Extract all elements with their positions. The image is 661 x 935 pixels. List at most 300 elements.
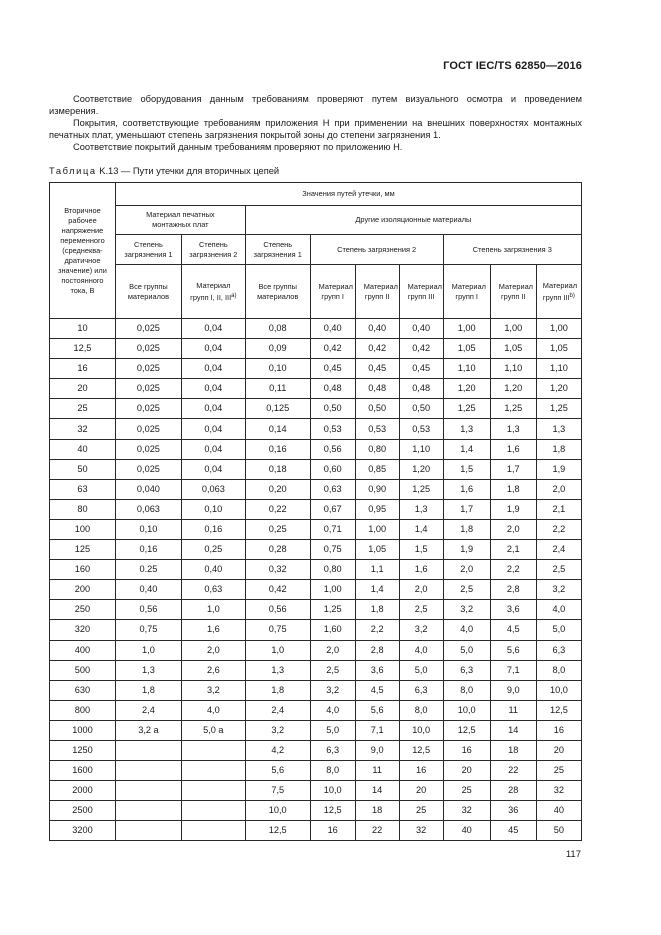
- creepage-value-cell: 0,53: [355, 419, 399, 439]
- creepage-value-cell: 2,2: [536, 519, 581, 539]
- creepage-value-cell: 0,09: [245, 339, 310, 359]
- creepage-value-cell: 0,50: [310, 399, 355, 419]
- table-row: [50, 821, 582, 841]
- creepage-value-cell: 14: [355, 781, 399, 801]
- creepage-value-cell: 20: [536, 740, 581, 760]
- creepage-value-cell: 16: [399, 761, 443, 781]
- table-row: [50, 680, 582, 700]
- header-group-1-pd2: Материал групп I: [310, 265, 355, 319]
- creepage-value-cell: 12,5: [310, 801, 355, 821]
- creepage-value-cell: 0,063: [115, 499, 181, 519]
- creepage-value-cell: 1,8: [443, 519, 490, 539]
- creepage-value-cell: [115, 740, 181, 760]
- voltage-cell: 3200: [50, 821, 116, 841]
- creepage-value-cell: 0,025: [115, 379, 181, 399]
- table-caption-text: K.13 — Пути утечки для вторичных цепей: [99, 166, 280, 176]
- creepage-value-cell: 0,04: [181, 419, 245, 439]
- creepage-value-cell: 3,2: [443, 600, 490, 620]
- header-creepage: Значения путей утечки, мм: [115, 183, 581, 206]
- creepage-value-cell: 22: [490, 761, 536, 781]
- creepage-table: [49, 182, 582, 841]
- voltage-cell: 630: [50, 680, 116, 700]
- creepage-value-cell: 9,0: [490, 680, 536, 700]
- creepage-value-cell: 1,0: [181, 600, 245, 620]
- header-groups-123: Материал групп I, II, $III^{а)}$: [181, 265, 245, 319]
- intro-paragraph-1: Соответствие оборудования данным требованиям проверяют путем визуального осмотра и проведением измерения.: [49, 94, 582, 117]
- creepage-value-cell: [181, 761, 245, 781]
- creepage-value-cell: 25: [536, 761, 581, 781]
- header-pd1-pcb: Степень загрязнения 1: [115, 235, 181, 265]
- header-group-3-pd3: Материал групп III$^{b)}$: [536, 265, 581, 319]
- creepage-value-cell: 0,75: [310, 540, 355, 560]
- creepage-value-cell: 0,025: [115, 319, 181, 339]
- voltage-cell: 125: [50, 540, 116, 560]
- creepage-value-cell: [181, 801, 245, 821]
- creepage-value-cell: 0,28: [245, 540, 310, 560]
- creepage-value-cell: 2,6: [181, 660, 245, 680]
- creepage-value-cell: 0,48: [355, 379, 399, 399]
- voltage-cell: 40: [50, 439, 116, 459]
- creepage-value-cell: 0,22: [245, 499, 310, 519]
- page-number: 117: [565, 849, 581, 860]
- creepage-value-cell: 3,2: [310, 680, 355, 700]
- table-row: [50, 660, 582, 680]
- creepage-value-cell: 0,25: [181, 540, 245, 560]
- creepage-value-cell: 1,3: [399, 499, 443, 519]
- creepage-value-cell: 0,67: [310, 499, 355, 519]
- creepage-value-cell: 5,6: [245, 761, 310, 781]
- creepage-value-cell: 0,16: [245, 439, 310, 459]
- creepage-value-cell: 8,0: [310, 761, 355, 781]
- creepage-value-cell: [115, 821, 181, 841]
- creepage-value-cell: 1,25: [399, 479, 443, 499]
- creepage-value-cell: 6,3: [310, 740, 355, 760]
- creepage-value-cell: 1,3: [490, 419, 536, 439]
- creepage-value-cell: 1,3: [115, 660, 181, 680]
- creepage-value-cell: 1,20: [443, 379, 490, 399]
- creepage-value-cell: 1,4: [443, 439, 490, 459]
- voltage-cell: 16: [50, 359, 116, 379]
- creepage-value-cell: 16: [310, 821, 355, 841]
- creepage-value-cell: 0,50: [399, 399, 443, 419]
- creepage-value-cell: 16: [443, 740, 490, 760]
- creepage-value-cell: 0,42: [399, 339, 443, 359]
- creepage-value-cell: 6,3: [443, 660, 490, 680]
- table-row: [50, 419, 582, 439]
- table-row: [50, 740, 582, 760]
- header-other-materials: Другие изоляционные материалы: [245, 206, 581, 235]
- creepage-value-cell: 40: [536, 801, 581, 821]
- creepage-value-cell: 0,48: [399, 379, 443, 399]
- table-row: [50, 580, 582, 600]
- creepage-value-cell: [181, 781, 245, 801]
- creepage-value-cell: 0,04: [181, 339, 245, 359]
- creepage-value-cell: 6,3: [399, 680, 443, 700]
- creepage-value-cell: 3,2: [245, 720, 310, 740]
- voltage-cell: 63: [50, 479, 116, 499]
- creepage-value-cell: [181, 821, 245, 841]
- creepage-value-cell: 2,0: [490, 519, 536, 539]
- creepage-value-cell: 1,7: [443, 499, 490, 519]
- creepage-value-cell: 4,0: [310, 700, 355, 720]
- voltage-cell: 80: [50, 499, 116, 519]
- creepage-value-cell: 9,0: [355, 740, 399, 760]
- table-row: [50, 399, 582, 419]
- creepage-value-cell: 1,10: [490, 359, 536, 379]
- creepage-value-cell: 2,4: [536, 540, 581, 560]
- creepage-value-cell: 10,0: [536, 680, 581, 700]
- creepage-value-cell: 0,25: [245, 519, 310, 539]
- voltage-cell: 320: [50, 620, 116, 640]
- intro-paragraph-3: Соответствие покрытий данным требованиям проверяют по приложению H.: [73, 142, 403, 152]
- footnote-a-marker: а): [231, 292, 237, 299]
- creepage-value-cell: 20: [443, 761, 490, 781]
- creepage-value-cell: 1,3: [536, 419, 581, 439]
- creepage-value-cell: 32: [399, 821, 443, 841]
- voltage-cell: 2000: [50, 781, 116, 801]
- creepage-value-cell: 1,8: [490, 479, 536, 499]
- table-row: [50, 499, 582, 519]
- creepage-value-cell: 0,63: [310, 479, 355, 499]
- creepage-value-cell: 0,08: [245, 319, 310, 339]
- creepage-value-cell: 0,10: [181, 499, 245, 519]
- voltage-cell: 25: [50, 399, 116, 419]
- creepage-value-cell: 1,0: [245, 640, 310, 660]
- creepage-value-cell: 0,75: [115, 620, 181, 640]
- creepage-value-cell: 11: [490, 700, 536, 720]
- creepage-value-cell: 1,05: [536, 339, 581, 359]
- creepage-value-cell: 8,0: [399, 700, 443, 720]
- creepage-value-cell: 0,95: [355, 499, 399, 519]
- creepage-value-cell: 1,0: [115, 640, 181, 660]
- table-row: [50, 781, 582, 801]
- table-row: [50, 459, 582, 479]
- creepage-value-cell: 4,5: [355, 680, 399, 700]
- creepage-value-cell: 1,20: [399, 459, 443, 479]
- creepage-value-cell: 0,04: [181, 399, 245, 419]
- creepage-value-cell: 4,5: [490, 620, 536, 640]
- creepage-value-cell: 3,2 а: [115, 720, 181, 740]
- creepage-value-cell: [115, 781, 181, 801]
- voltage-cell: 2500: [50, 801, 116, 821]
- creepage-value-cell: 18: [355, 801, 399, 821]
- creepage-value-cell: 2,0: [443, 560, 490, 580]
- creepage-value-cell: 0,16: [181, 519, 245, 539]
- creepage-value-cell: 2,5: [310, 660, 355, 680]
- creepage-value-cell: 10,0: [399, 720, 443, 740]
- document-code: ГОСТ IEC/TS 62850—2016: [443, 60, 582, 72]
- header-all-groups-other: Все группы материалов: [245, 265, 310, 319]
- creepage-value-cell: 1,9: [443, 540, 490, 560]
- creepage-value-cell: 4,0: [399, 640, 443, 660]
- creepage-value-cell: 0,025: [115, 339, 181, 359]
- creepage-value-cell: 0,53: [399, 419, 443, 439]
- creepage-value-cell: 5,0 а: [181, 720, 245, 740]
- creepage-value-cell: 1,8: [245, 680, 310, 700]
- creepage-value-cell: 0,42: [245, 580, 310, 600]
- creepage-value-cell: 2,1: [536, 499, 581, 519]
- voltage-cell: 32: [50, 419, 116, 439]
- creepage-value-cell: 4,2: [245, 740, 310, 760]
- creepage-value-cell: 0,56: [310, 439, 355, 459]
- header-pd2-pcb: Степень загрязнения 2: [181, 235, 245, 265]
- creepage-value-cell: 1,05: [443, 339, 490, 359]
- creepage-value-cell: 32: [536, 781, 581, 801]
- creepage-value-cell: 1,05: [490, 339, 536, 359]
- creepage-value-cell: 0,025: [115, 419, 181, 439]
- creepage-value-cell: 6,3: [536, 640, 581, 660]
- creepage-value-cell: 28: [490, 781, 536, 801]
- table-row: [50, 700, 582, 720]
- voltage-cell: 250: [50, 600, 116, 620]
- creepage-value-cell: [115, 801, 181, 821]
- voltage-cell: 800: [50, 700, 116, 720]
- table-row: [50, 439, 582, 459]
- creepage-value-cell: 1,9: [490, 499, 536, 519]
- creepage-value-cell: 4,0: [443, 620, 490, 640]
- creepage-value-cell: 7,5: [245, 781, 310, 801]
- table-row: [50, 519, 582, 539]
- table-row: [50, 600, 582, 620]
- creepage-value-cell: 3,6: [355, 660, 399, 680]
- header-pd2-other: Степень загрязнения 2: [310, 235, 443, 265]
- creepage-value-cell: 1,6: [181, 620, 245, 640]
- creepage-value-cell: 0,40: [399, 319, 443, 339]
- table-caption: [49, 166, 279, 176]
- creepage-value-cell: 0,063: [181, 479, 245, 499]
- creepage-value-cell: 0,40: [310, 319, 355, 339]
- table-row: [50, 479, 582, 499]
- creepage-value-cell: 1,00: [310, 580, 355, 600]
- voltage-cell: 1600: [50, 761, 116, 781]
- creepage-value-cell: 0,04: [181, 379, 245, 399]
- creepage-value-cell: 2,4: [245, 700, 310, 720]
- creepage-value-cell: 18: [490, 740, 536, 760]
- creepage-value-cell: 40: [443, 821, 490, 841]
- creepage-value-cell: 0,75: [245, 620, 310, 640]
- creepage-value-cell: 0,50: [355, 399, 399, 419]
- creepage-value-cell: 1,3: [245, 660, 310, 680]
- table-caption-prefix: Таблица: [49, 166, 97, 176]
- creepage-value-cell: 1,10: [443, 359, 490, 379]
- creepage-value-cell: 2,0: [181, 640, 245, 660]
- voltage-cell: 20: [50, 379, 116, 399]
- creepage-value-cell: 0,04: [181, 459, 245, 479]
- creepage-value-cell: [181, 740, 245, 760]
- creepage-value-cell: 1,25: [490, 399, 536, 419]
- creepage-value-cell: 0,40: [115, 580, 181, 600]
- table-row: [50, 720, 582, 740]
- creepage-value-cell: 0,04: [181, 359, 245, 379]
- intro-paragraph-2: Покрытия, соответствующие требованиям приложения H при применении на внешних поверхностях монтажных печатных плат, уменьшают степень загрязнения покрытой зоны до степени загрязнения 1.: [49, 118, 582, 141]
- table-body: [50, 319, 582, 841]
- creepage-value-cell: 1,8: [536, 439, 581, 459]
- creepage-value-cell: 0,40: [355, 319, 399, 339]
- creepage-value-cell: 1,20: [536, 379, 581, 399]
- voltage-cell: 160: [50, 560, 116, 580]
- voltage-cell: 500: [50, 660, 116, 680]
- creepage-value-cell: 2,5: [399, 600, 443, 620]
- creepage-value-cell: 0,56: [115, 600, 181, 620]
- creepage-value-cell: 1,60: [310, 620, 355, 640]
- creepage-value-cell: 0,125: [245, 399, 310, 419]
- voltage-cell: 10: [50, 319, 116, 339]
- creepage-value-cell: 1,25: [443, 399, 490, 419]
- creepage-value-cell: 1,10: [536, 359, 581, 379]
- voltage-cell: 12,5: [50, 339, 116, 359]
- creepage-value-cell: 2,5: [443, 580, 490, 600]
- creepage-value-cell: 4,0: [536, 600, 581, 620]
- creepage-value-cell: 7,1: [490, 660, 536, 680]
- creepage-value-cell: 0,80: [310, 560, 355, 580]
- creepage-value-cell: 0,10: [245, 359, 310, 379]
- creepage-value-cell: 0,60: [310, 459, 355, 479]
- creepage-value-cell: 0,32: [245, 560, 310, 580]
- creepage-value-cell: 2,0: [310, 640, 355, 660]
- creepage-value-cell: 5,0: [399, 660, 443, 680]
- creepage-value-cell: 3,6: [490, 600, 536, 620]
- voltage-cell: 1000: [50, 720, 116, 740]
- table-row: [50, 620, 582, 640]
- creepage-value-cell: 0,10: [115, 519, 181, 539]
- creepage-value-cell: 12,5: [536, 700, 581, 720]
- creepage-value-cell: 14: [490, 720, 536, 740]
- footnote-b-marker: b): [569, 292, 575, 299]
- voltage-cell: 1250: [50, 740, 116, 760]
- creepage-value-cell: 0,11: [245, 379, 310, 399]
- creepage-value-cell: 1,3: [443, 419, 490, 439]
- creepage-value-cell: 0,90: [355, 479, 399, 499]
- creepage-value-cell: 2,2: [490, 560, 536, 580]
- header-pcb-material: Материал печатных монтажных плат: [115, 206, 245, 235]
- creepage-value-cell: 12,5: [443, 720, 490, 740]
- creepage-value-cell: 0.25: [115, 560, 181, 580]
- creepage-value-cell: 45: [490, 821, 536, 841]
- creepage-value-cell: 1,1: [355, 560, 399, 580]
- creepage-value-cell: 11: [355, 761, 399, 781]
- creepage-value-cell: 0,80: [355, 439, 399, 459]
- creepage-value-cell: 0,40: [181, 560, 245, 580]
- creepage-value-cell: 20: [399, 781, 443, 801]
- creepage-value-cell: 0,45: [355, 359, 399, 379]
- creepage-value-cell: 0,040: [115, 479, 181, 499]
- creepage-value-cell: 1,00: [443, 319, 490, 339]
- creepage-value-cell: 10,0: [310, 781, 355, 801]
- creepage-value-cell: 1,5: [399, 540, 443, 560]
- creepage-value-cell: 10,0: [443, 700, 490, 720]
- creepage-value-cell: 0,53: [310, 419, 355, 439]
- creepage-value-cell: 1,6: [490, 439, 536, 459]
- header-pd1-other: Степень загрязнения 1: [245, 235, 310, 265]
- creepage-value-cell: 25: [443, 781, 490, 801]
- creepage-value-cell: 0,56: [245, 600, 310, 620]
- voltage-cell: 50: [50, 459, 116, 479]
- creepage-value-cell: 0,45: [399, 359, 443, 379]
- header-group-2-pd3: Материал групп II: [490, 265, 536, 319]
- creepage-value-cell: 0,85: [355, 459, 399, 479]
- creepage-value-cell: 1,6: [399, 560, 443, 580]
- creepage-value-cell: 3,2: [536, 580, 581, 600]
- table-row: [50, 359, 582, 379]
- creepage-value-cell: 10,0: [245, 801, 310, 821]
- creepage-value-cell: 8,0: [443, 680, 490, 700]
- table-row: [50, 319, 582, 339]
- voltage-cell: 400: [50, 640, 116, 660]
- creepage-value-cell: 0,63: [181, 580, 245, 600]
- creepage-value-cell: 0,04: [181, 319, 245, 339]
- creepage-value-cell: 22: [355, 821, 399, 841]
- creepage-value-cell: 1,00: [536, 319, 581, 339]
- creepage-value-cell: 2,5: [536, 560, 581, 580]
- creepage-value-cell: 0,45: [310, 359, 355, 379]
- creepage-value-cell: 7,1: [355, 720, 399, 740]
- creepage-value-cell: 0,20: [245, 479, 310, 499]
- creepage-value-cell: 0,025: [115, 439, 181, 459]
- creepage-value-cell: 1,9: [536, 459, 581, 479]
- creepage-value-cell: 1,25: [310, 600, 355, 620]
- creepage-value-cell: 1,20: [490, 379, 536, 399]
- creepage-value-cell: 36: [490, 801, 536, 821]
- creepage-value-cell: 16: [536, 720, 581, 740]
- creepage-value-cell: 1,00: [355, 519, 399, 539]
- creepage-value-cell: 2,2: [355, 620, 399, 640]
- creepage-value-cell: 1,05: [355, 540, 399, 560]
- creepage-value-cell: 12,5: [245, 821, 310, 841]
- creepage-value-cell: 2,0: [536, 479, 581, 499]
- creepage-value-cell: 0,025: [115, 359, 181, 379]
- creepage-value-cell: 1,6: [443, 479, 490, 499]
- creepage-value-cell: 0,18: [245, 459, 310, 479]
- creepage-value-cell: 1,5: [443, 459, 490, 479]
- creepage-value-cell: 25: [399, 801, 443, 821]
- creepage-value-cell: 0,42: [355, 339, 399, 359]
- creepage-value-cell: 2,4: [115, 700, 181, 720]
- creepage-value-cell: 1,4: [355, 580, 399, 600]
- creepage-value-cell: 5,0: [536, 620, 581, 640]
- creepage-value-cell: 0,025: [115, 459, 181, 479]
- table-row: [50, 801, 582, 821]
- table-row: [50, 560, 582, 580]
- creepage-value-cell: 4,0: [181, 700, 245, 720]
- creepage-value-cell: [115, 761, 181, 781]
- table-row: [50, 540, 582, 560]
- voltage-cell: 100: [50, 519, 116, 539]
- creepage-value-cell: 2,8: [355, 640, 399, 660]
- creepage-value-cell: 0,04: [181, 439, 245, 459]
- creepage-value-cell: 5,0: [443, 640, 490, 660]
- creepage-value-cell: 0,42: [310, 339, 355, 359]
- creepage-value-cell: 1,4: [399, 519, 443, 539]
- creepage-value-cell: 0,71: [310, 519, 355, 539]
- header-group-3-pd2: Материал групп III: [399, 265, 443, 319]
- creepage-value-cell: 0,16: [115, 540, 181, 560]
- header-group-2-pd2: Материал групп II: [355, 265, 399, 319]
- creepage-value-cell: 5,0: [310, 720, 355, 740]
- creepage-value-cell: 2,8: [490, 580, 536, 600]
- table-row: [50, 761, 582, 781]
- header-pd3-other: Степень загрязнения 3: [443, 235, 581, 265]
- creepage-value-cell: 5,6: [490, 640, 536, 660]
- creepage-value-cell: 1,25: [536, 399, 581, 419]
- creepage-value-cell: 32: [443, 801, 490, 821]
- creepage-value-cell: 50: [536, 821, 581, 841]
- creepage-value-cell: 5,6: [355, 700, 399, 720]
- creepage-value-cell: 1,8: [355, 600, 399, 620]
- creepage-value-cell: 0,48: [310, 379, 355, 399]
- header-voltage: Вторичное рабочее напряжение переменного (среднеква-дратичное значение) или постоянного тока, В: [50, 183, 116, 319]
- creepage-value-cell: 3,2: [399, 620, 443, 640]
- creepage-value-cell: 2,0: [399, 580, 443, 600]
